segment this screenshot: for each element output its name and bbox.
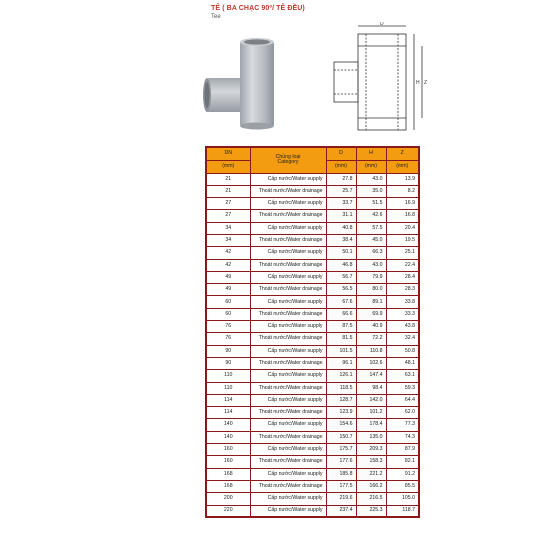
table-row [206, 234, 419, 246]
header-dn: DN [206, 147, 250, 160]
cell-category: Cấp nước/Water supply [250, 493, 326, 505]
page-title: TÊ ( BA CHẠC 90º/ TÊ ĐỀU) [211, 5, 305, 12]
cell-dn: 200 [206, 493, 250, 505]
cell-h: 80.0 [356, 284, 386, 296]
cell-dn: 90 [206, 345, 250, 357]
cell-d: 25.7 [326, 185, 356, 197]
table-row [206, 493, 419, 505]
cell-z: 64.4 [386, 394, 419, 406]
table-row [206, 333, 419, 345]
cell-z: 16.8 [386, 210, 419, 222]
cell-dn: 110 [206, 382, 250, 394]
table-row [206, 444, 419, 456]
cell-dn: 34 [206, 234, 250, 246]
cell-dn: 27 [206, 198, 250, 210]
cell-dn: 90 [206, 357, 250, 369]
cell-dn: 140 [206, 431, 250, 443]
cell-z: 33.8 [386, 296, 419, 308]
cell-z: 33.3 [386, 308, 419, 320]
cell-z: 8.2 [386, 185, 419, 197]
cell-dn: 27 [206, 210, 250, 222]
cell-h: 35.0 [356, 185, 386, 197]
header-h: H [356, 147, 386, 160]
cell-category: Thoát nước/Water drainage [250, 185, 326, 197]
cell-category: Cấp nước/Water supply [250, 247, 326, 259]
cell-d: 67.6 [326, 296, 356, 308]
cell-category: Thoát nước/Water drainage [250, 431, 326, 443]
header-z-unit: (mm) [386, 160, 419, 173]
cell-d: 96.1 [326, 357, 356, 369]
table-row [206, 271, 419, 283]
cell-z: 22.4 [386, 259, 419, 271]
table-row [206, 407, 419, 419]
cell-h: 98.4 [356, 382, 386, 394]
cell-z: 62.0 [386, 407, 419, 419]
cell-z: 32.4 [386, 333, 419, 345]
table-row [206, 222, 419, 234]
header-h-unit: (mm) [356, 160, 386, 173]
table-row [206, 284, 419, 296]
cell-h: 57.5 [356, 222, 386, 234]
cell-dn: 76 [206, 333, 250, 345]
cell-category: Thoát nước/Water drainage [250, 259, 326, 271]
cell-d: 177.6 [326, 456, 356, 468]
cell-category: Thoát nước/Water drainage [250, 357, 326, 369]
cell-dn: 140 [206, 419, 250, 431]
cell-h: 110.8 [356, 345, 386, 357]
cell-h: 89.1 [356, 296, 386, 308]
cell-d: 66.6 [326, 308, 356, 320]
header-z: Z [386, 147, 419, 160]
cell-z: 25.1 [386, 247, 419, 259]
cell-category: Thoát nước/Water drainage [250, 284, 326, 296]
cell-h: 158.3 [356, 456, 386, 468]
cell-d: 46.8 [326, 259, 356, 271]
cell-d: 40.8 [326, 222, 356, 234]
spec-table [205, 146, 420, 518]
cell-d: 101.5 [326, 345, 356, 357]
cell-z: 43.8 [386, 321, 419, 333]
table-row [206, 247, 419, 259]
cell-category: Cấp nước/Water supply [250, 296, 326, 308]
cell-dn: 42 [206, 259, 250, 271]
cell-d: 87.5 [326, 321, 356, 333]
drawing-label-h: H [416, 80, 420, 86]
cell-category: Cấp nước/Water supply [250, 505, 326, 517]
cell-category: Thoát nước/Water drainage [250, 407, 326, 419]
header-category-vi: Chủng loại [275, 154, 301, 161]
cell-d: 81.5 [326, 333, 356, 345]
cell-d: 175.7 [326, 444, 356, 456]
header-dn-unit: (mm) [206, 160, 250, 173]
cell-d: 118.5 [326, 382, 356, 394]
cell-category: Cấp nước/Water supply [250, 222, 326, 234]
cell-h: 216.5 [356, 493, 386, 505]
cell-d: 56.5 [326, 284, 356, 296]
cell-category: Cấp nước/Water supply [250, 271, 326, 283]
table-row [206, 345, 419, 357]
table-row [206, 468, 419, 480]
cell-dn: 110 [206, 370, 250, 382]
cell-h: 40.9 [356, 321, 386, 333]
cell-d: 219.6 [326, 493, 356, 505]
cell-z: 28.3 [386, 284, 419, 296]
header-d-unit: (mm) [326, 160, 356, 173]
cell-h: 51.5 [356, 198, 386, 210]
table-row [206, 431, 419, 443]
cell-category: Thoát nước/Water drainage [250, 333, 326, 345]
cell-dn: 168 [206, 480, 250, 492]
cell-category: Thoát nước/Water drainage [250, 210, 326, 222]
cell-d: 154.6 [326, 419, 356, 431]
cell-d: 237.4 [326, 505, 356, 517]
cell-d: 33.7 [326, 198, 356, 210]
cell-d: 185.8 [326, 468, 356, 480]
table-row [206, 308, 419, 320]
cell-h: 221.2 [356, 468, 386, 480]
table-row [206, 259, 419, 271]
cell-category: Cấp nước/Water supply [250, 173, 326, 185]
cell-h: 66.3 [356, 247, 386, 259]
table-row [206, 210, 419, 222]
cell-h: 178.4 [356, 419, 386, 431]
cell-dn: 160 [206, 456, 250, 468]
cell-h: 42.6 [356, 210, 386, 222]
cell-z: 118.7 [386, 505, 419, 517]
cell-h: 43.0 [356, 259, 386, 271]
cell-h: 225.3 [356, 505, 386, 517]
cell-dn: 114 [206, 407, 250, 419]
cell-dn: 168 [206, 468, 250, 480]
cell-category: Thoát nước/Water drainage [250, 234, 326, 246]
header-d: D [326, 147, 356, 160]
cell-d: 126.1 [326, 370, 356, 382]
cell-category: Cấp nước/Water supply [250, 468, 326, 480]
cell-d: 177.5 [326, 480, 356, 492]
cell-d: 27.8 [326, 173, 356, 185]
cell-d: 128.7 [326, 394, 356, 406]
cell-category: Cấp nước/Water supply [250, 198, 326, 210]
cell-dn: 49 [206, 271, 250, 283]
cell-dn: 42 [206, 247, 250, 259]
cell-d: 150.7 [326, 431, 356, 443]
cell-z: 48.1 [386, 357, 419, 369]
cell-z: 16.9 [386, 198, 419, 210]
cell-dn: 34 [206, 222, 250, 234]
cell-h: 69.9 [356, 308, 386, 320]
cell-z: 74.3 [386, 431, 419, 443]
cell-d: 38.4 [326, 234, 356, 246]
cell-h: 142.0 [356, 394, 386, 406]
cell-category: Cấp nước/Water supply [250, 345, 326, 357]
cell-z: 105.0 [386, 493, 419, 505]
cell-category: Thoát nước/Water drainage [250, 480, 326, 492]
cell-h: 135.0 [356, 431, 386, 443]
cell-d: 31.1 [326, 210, 356, 222]
cell-z: 77.3 [386, 419, 419, 431]
table-row [206, 321, 419, 333]
cell-category: Thoát nước/Water drainage [250, 382, 326, 394]
cell-dn: 49 [206, 284, 250, 296]
cell-h: 101.2 [356, 407, 386, 419]
cell-h: 209.3 [356, 444, 386, 456]
cell-z: 20.4 [386, 222, 419, 234]
header-category-en: Category [277, 159, 299, 166]
table-row [206, 456, 419, 468]
cell-z: 13.9 [386, 173, 419, 185]
cell-z: 63.1 [386, 370, 419, 382]
cell-dn: 114 [206, 394, 250, 406]
page-subtitle: Tee [211, 14, 221, 20]
drawing-label-z: Z [424, 80, 428, 86]
table-row [206, 370, 419, 382]
cell-dn: 76 [206, 321, 250, 333]
cell-dn: 160 [206, 444, 250, 456]
cell-category: Thoát nước/Water drainage [250, 308, 326, 320]
cell-z: 19.5 [386, 234, 419, 246]
cell-dn: 220 [206, 505, 250, 517]
table-row [206, 419, 419, 431]
cell-category: Cấp nước/Water supply [250, 444, 326, 456]
cell-category: Cấp nước/Water supply [250, 419, 326, 431]
cell-category: Cấp nước/Water supply [250, 321, 326, 333]
table-row [206, 296, 419, 308]
cell-z: 59.3 [386, 382, 419, 394]
table-row [206, 357, 419, 369]
table-row [206, 505, 419, 517]
cell-z: 91.2 [386, 468, 419, 480]
tee-drawing-icon [330, 22, 435, 137]
table-row [206, 185, 419, 197]
cell-h: 79.9 [356, 271, 386, 283]
table-row [206, 173, 419, 185]
cell-h: 166.2 [356, 480, 386, 492]
cell-d: 123.9 [326, 407, 356, 419]
cell-z: 50.8 [386, 345, 419, 357]
table-row [206, 480, 419, 492]
cell-dn: 60 [206, 296, 250, 308]
cell-h: 43.0 [356, 173, 386, 185]
cell-category: Cấp nước/Water supply [250, 370, 326, 382]
cell-d: 56.7 [326, 271, 356, 283]
pvc-tee-photo-icon [200, 30, 310, 140]
table-header-row-1 [206, 147, 419, 160]
cell-z: 85.5 [386, 480, 419, 492]
cell-h: 72.2 [356, 333, 386, 345]
cell-z: 87.9 [386, 444, 419, 456]
cell-h: 45.0 [356, 234, 386, 246]
cell-z: 82.1 [386, 456, 419, 468]
drawing-label-d: D [380, 22, 384, 27]
cell-dn: 60 [206, 308, 250, 320]
table-row [206, 198, 419, 210]
table-row [206, 382, 419, 394]
cell-category: Cấp nước/Water supply [250, 394, 326, 406]
cell-h: 147.4 [356, 370, 386, 382]
cell-h: 102.6 [356, 357, 386, 369]
table-row [206, 394, 419, 406]
header-category [250, 147, 326, 173]
cell-category: Thoát nước/Water drainage [250, 456, 326, 468]
cell-d: 50.1 [326, 247, 356, 259]
cell-z: 28.4 [386, 271, 419, 283]
cell-dn: 21 [206, 173, 250, 185]
cell-dn: 21 [206, 185, 250, 197]
